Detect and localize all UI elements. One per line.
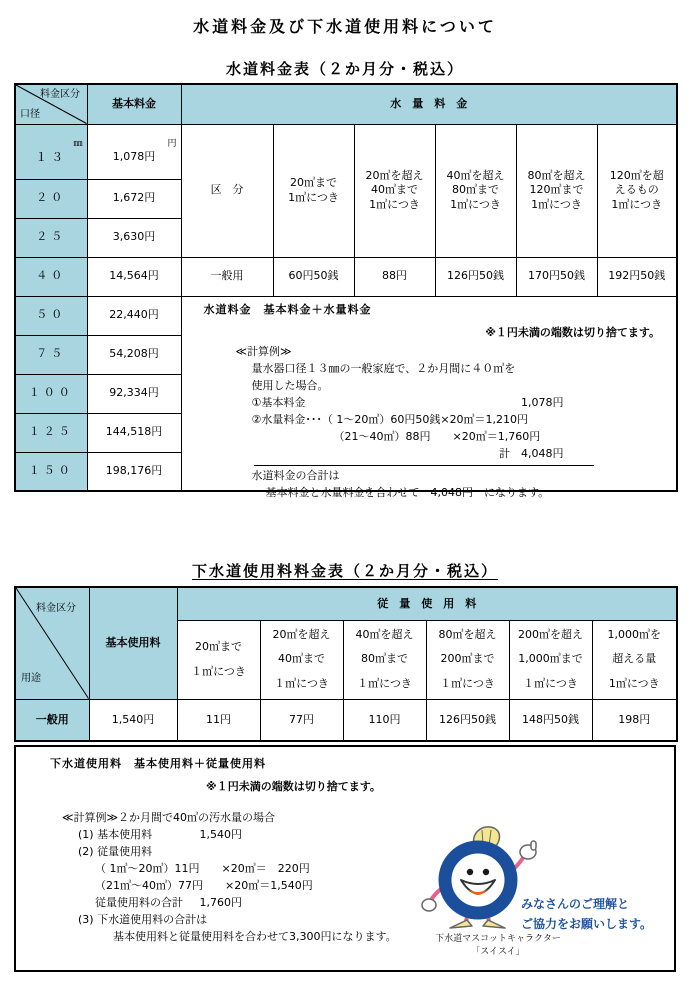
diameter-cell: １２５ — [15, 413, 87, 452]
rounding-note: ※１円未満の端数は切り捨てます。 — [206, 780, 381, 793]
tier-line: 1㎥につき — [288, 190, 339, 204]
calc-basic-label: (1) 基本使用料 — [78, 828, 153, 841]
water-tier-header-1 — [273, 124, 354, 257]
water-tier-header-3 — [435, 124, 516, 257]
calc-subtotal-row — [95, 894, 242, 910]
tier-line: 120㎥まで — [529, 183, 584, 197]
tier-line: 40㎥まで — [371, 183, 418, 197]
basic-fee-cell: 54,208円 — [87, 335, 181, 374]
sewer-tier-header-4 — [426, 620, 509, 699]
water-rate-tier3: 126円50銭 — [435, 257, 516, 296]
sewer-tier-header-1 — [177, 620, 260, 699]
sewer-tier-header-3 — [343, 620, 426, 699]
diameter-cell: １００ — [15, 374, 87, 413]
diameter-unit-label: ㎜ — [73, 138, 83, 149]
calc-line: ②水量料金･･･（ 1～20㎥）60円50銭×20㎥＝1,210円 — [251, 412, 529, 426]
basic-fee-cell: 3,630円 — [87, 218, 181, 257]
tier-line: 20㎥まで — [195, 640, 242, 654]
tier-line: 1㎥につき — [611, 197, 663, 211]
basic-usage-header: 基本使用料 — [89, 587, 177, 699]
calc-example-title: ≪計算例≫２か月間で40㎥の汚水量の場合 — [62, 811, 276, 824]
rounding-note: ※１円未満の端数は切り捨てます。 — [485, 325, 661, 339]
tier-line: 80㎥を超え — [438, 628, 497, 642]
speech-line: ご協力をお願いします。 — [521, 917, 653, 932]
calc-total-line: 計 4,048円 — [499, 446, 564, 460]
corner-label-bottom: 用途 — [21, 672, 41, 684]
calc-line: (2) 従量使用料 — [78, 845, 153, 858]
calc-line: 水道料金の合計は — [251, 468, 340, 482]
tier-line: 1㎥につき — [450, 197, 501, 211]
caption-line: 「スイスイ」 — [471, 946, 525, 957]
tier-line: １㎥につき — [440, 676, 495, 690]
basic-fee-cell — [87, 124, 181, 179]
sewer-rate-tier1: 11円 — [177, 699, 260, 741]
water-table-title: 水道料金表（２か月分・税込） — [225, 60, 464, 78]
diameter-cell: ２５ — [15, 218, 87, 257]
diameter-cell: ２０ — [15, 179, 87, 218]
sewer-general-row — [15, 699, 677, 741]
sewer-rate-tier5: 148円50銭 — [509, 699, 592, 741]
water-rate-tier5: 192円50銭 — [597, 257, 677, 296]
speech-line: みなさんのご理解と — [521, 897, 630, 911]
water-tier-header-2 — [354, 124, 435, 257]
tier-line: 200㎥を超え — [518, 628, 583, 642]
general-use-label: 一般用 — [15, 699, 89, 741]
calc-basic-row — [78, 826, 242, 842]
tier-line: １㎥につき — [274, 676, 329, 690]
basic-fee-cell: 22,440円 — [87, 296, 181, 335]
mascot-caption — [408, 933, 588, 958]
volume-fee-header: 水 量 料 金 — [181, 84, 677, 124]
tier-line: 1㎥につき — [608, 676, 660, 690]
calc-basic-row — [252, 396, 564, 410]
calc-line: 量水器口径１３㎜の一般家庭で、２か月間に４０㎥を — [251, 361, 516, 375]
tier-line: えるもの — [614, 183, 659, 197]
sewer-rate-tier4: 126円50銭 — [426, 699, 509, 741]
water-row-13 — [15, 124, 677, 179]
basic-fee-cell: 144,518円 — [87, 413, 181, 452]
basic-fee-cell: 198,176円 — [87, 452, 181, 491]
tier-line: 1㎥につき — [531, 197, 582, 211]
calc-line: （21～40㎥）88円 ×20㎥＝1,760円 — [333, 429, 541, 443]
sewer-rate-table — [14, 586, 678, 742]
calc-basic-label: ①基本料金 — [251, 395, 306, 409]
diameter-cell: １５０ — [15, 452, 87, 491]
tier-line: 1,000㎥を — [607, 628, 661, 642]
water-rate-tier2: 88円 — [354, 257, 435, 296]
water-header-row — [15, 84, 677, 124]
calc-example-title: ≪計算例≫ — [235, 344, 292, 358]
tier-line: 40㎥まで — [278, 652, 325, 666]
water-tier-header-4 — [516, 124, 597, 257]
sewer-tier-header-6 — [592, 620, 677, 699]
corner-label-top: 料金区分 — [36, 603, 76, 614]
metered-usage-header: 従 量 使 用 料 — [177, 587, 677, 620]
water-tier-header-5 — [597, 124, 677, 257]
diameter-cell — [15, 124, 87, 179]
calc-line: 基本料金と水量料金を合わせて 4,048円 になります。 — [265, 485, 550, 499]
calc-subtotal-amount: 1,760円 — [199, 896, 242, 909]
water-row-40 — [15, 257, 677, 296]
calc-line: (3) 下水道使用料の合計は — [78, 913, 208, 926]
basic-fee-cell: 14,564円 — [87, 257, 181, 296]
water-row-50 — [15, 296, 677, 335]
calc-line: （ 1㎥～20㎥）11円 ×20㎥＝ 220円 — [95, 862, 310, 875]
tier-line: 40㎥を超え — [355, 628, 414, 642]
water-rate-tier4: 170円50銭 — [516, 257, 597, 296]
tier-line: 80㎥まで — [361, 652, 408, 666]
diameter-cell: ４０ — [15, 257, 87, 296]
sewer-tier-header-2 — [260, 620, 343, 699]
sewer-rate-tier2: 77円 — [260, 699, 343, 741]
sewer-table-title: 下水道使用料料金表（２か月分・税込） — [191, 562, 498, 580]
calc-subtotal-label: 従量使用料の合計 — [95, 896, 183, 909]
sewer-header-row — [15, 587, 677, 620]
tier-line: 40㎥を超え — [446, 169, 505, 183]
corner-label-top: 料金区分 — [40, 89, 80, 100]
diameter-cell: ５０ — [15, 296, 87, 335]
sewer-corner-cell — [15, 587, 89, 699]
tier-line: 20㎥を超え — [272, 628, 331, 642]
water-calc-heading: 水道料金 基本料金＋水量料金 — [203, 302, 372, 316]
water-calc-example — [181, 296, 677, 499]
tier-line: 80㎥まで — [452, 183, 499, 197]
tier-line: 20㎥まで — [290, 176, 337, 190]
calc-line: 基本使用料と従量使用料を合わせて3,300円になります。 — [113, 930, 397, 943]
sewer-rate-tier6: 198円 — [592, 699, 677, 741]
basic-fee-header: 基本料金 — [87, 84, 181, 124]
calc-basic-amount: 1,540円 — [199, 828, 242, 841]
sewer-rate-tier3: 110円 — [343, 699, 426, 741]
tier-line: 1㎥につき — [369, 197, 420, 211]
diameter-value: １３ — [35, 149, 68, 164]
basic-fee-cell: 92,334円 — [87, 374, 181, 413]
tier-line: 1,000㎥まで — [518, 652, 583, 666]
fee-unit-label: 円 — [167, 139, 177, 150]
tier-line: １㎥につき — [523, 676, 578, 690]
basic-fee-cell: 1,672円 — [87, 179, 181, 218]
tier-line: 超える量 — [612, 652, 657, 666]
mascot-speech — [521, 894, 652, 935]
tier-line: １㎥につき — [191, 664, 246, 678]
tier-line: 20㎥を超え — [365, 169, 424, 183]
sewer-tier-header-5 — [509, 620, 592, 699]
caption-line: 下水道マスコットキャラクター — [435, 934, 561, 944]
calc-basic-amount: 1,078円 — [521, 395, 564, 409]
tier-line: 200㎥まで — [440, 652, 495, 666]
water-rate-table — [14, 83, 678, 499]
corner-label-bottom: 口径 — [20, 108, 40, 120]
sewer-basic-fee: 1,540円 — [89, 699, 177, 741]
tier-line: 120㎥を超 — [609, 169, 664, 183]
sewer-calc-example-box — [14, 745, 676, 972]
calc-line: 使用した場合。 — [251, 378, 329, 392]
page-title: 水道料金及び下水道使用料について — [193, 17, 497, 36]
tier-line: １㎥につき — [357, 676, 412, 690]
general-use-label: 一般用 — [181, 257, 273, 296]
sewer-calc-heading: 下水道使用料 基本使用料＋従量使用料 — [50, 757, 266, 770]
kubun-header-cell: 区 分 — [181, 124, 273, 257]
total-underline — [254, 465, 594, 466]
water-corner-cell — [15, 84, 87, 124]
water-rate-tier1: 60円50銭 — [273, 257, 354, 296]
fee-value: 1,078円 — [112, 150, 156, 164]
diameter-cell: ７５ — [15, 335, 87, 374]
calc-line: （21㎥～40㎥）77円 ×20㎥＝1,540円 — [95, 879, 313, 892]
tier-line: 80㎥を超え — [527, 169, 586, 183]
